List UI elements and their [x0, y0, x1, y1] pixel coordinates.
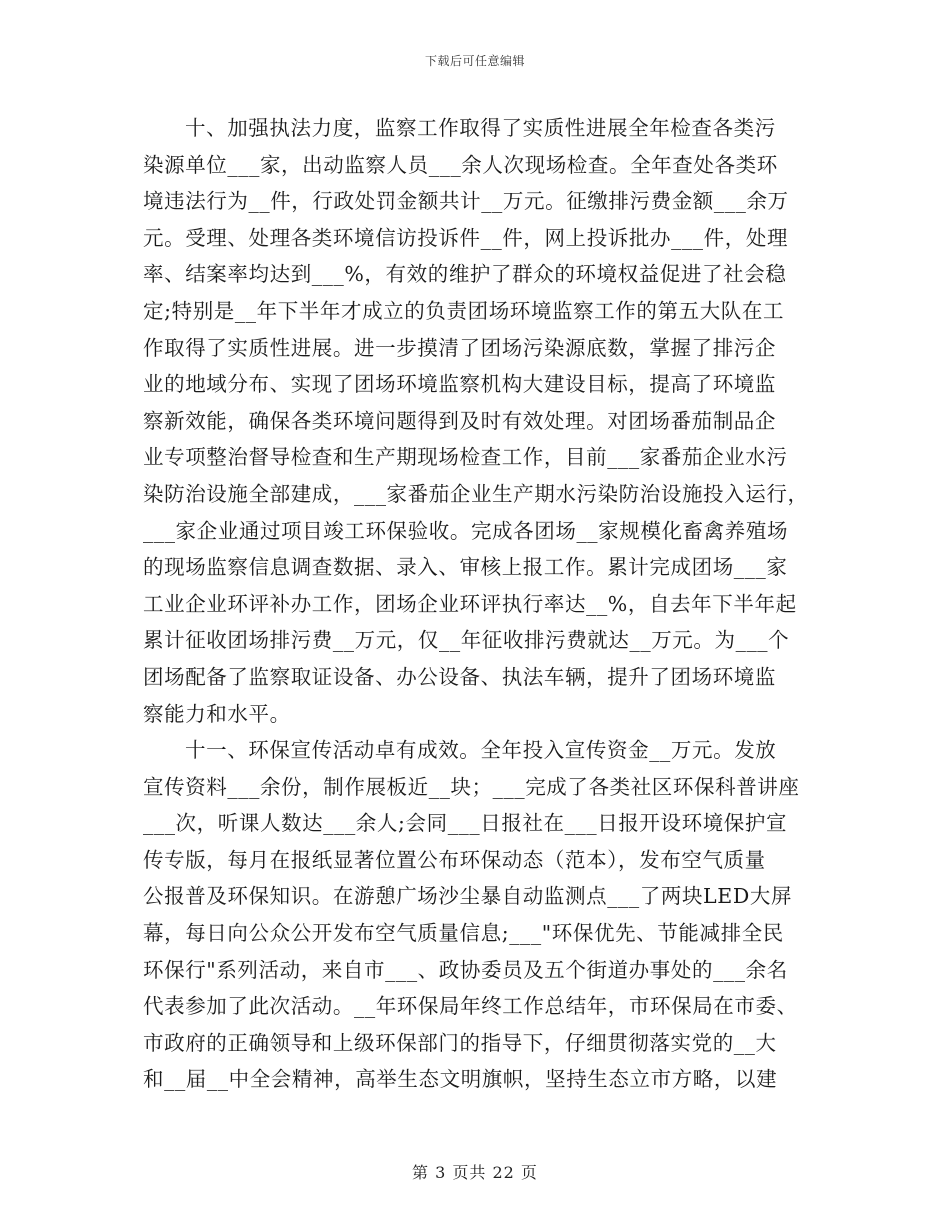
text-line: 率、结案率均达到___%，有效的维护了群众的环境权益促进了社会稳: [143, 262, 787, 287]
document-body: [143, 110, 808, 1098]
text-line: 的现场监察信息调查数据、录入、审核上报工作。累计完成团场___家: [143, 555, 788, 580]
paragraph-11: [143, 732, 808, 1098]
text-line: ___次，听课人数达___余人;会同___日报社在___日报开设环境保护宣: [143, 811, 788, 836]
page-header: 下载后可任意编辑: [424, 54, 525, 68]
text-line: 定;特别是__年下半年才成立的负责团场环境监察工作的第五大队在工: [143, 298, 785, 323]
text-line: 察新效能，确保各类环境问题得到及时有效处理。对团场番茄制品企: [143, 408, 776, 433]
text-line: 传专版，每月在报纸显著位置公布环保动态（范本），发布空气质量: [143, 847, 766, 872]
text-line: 十、加强执法力度，监察工作取得了实质性进展全年检查各类污: [185, 116, 776, 140]
text-line: ___家企业通过项目竣工环保验收。完成各团场__家规模化畜禽养殖场: [143, 518, 789, 543]
text-line: 境违法行为__件，行政处罚金额共计__万元。征缴排污费金额___余万: [143, 189, 789, 214]
text-line: 累计征收团场排污费__万元，仅__年征收排污费就达__万元。为___个: [143, 628, 790, 653]
text-line: 宣传资料___余份，制作展板近__块；___完成了各类社区环保科普讲座: [143, 774, 800, 799]
text-line: 工业企业环评补办工作，团场企业环评执行率达__%，自去年下半年起: [143, 591, 797, 616]
text-line: 察能力和水平。: [143, 701, 291, 726]
text-line: 环保行"系列活动，来自市___、政协委员及五个街道办事处的___余名: [143, 957, 788, 982]
text-line: 代表参加了此次活动。__年环保局年终工作总结年，市环保局在市委、: [143, 994, 798, 1019]
text-line: 团场配备了监察取证设备、办公设备、执法车辆，提升了团场环境监: [143, 664, 776, 689]
text-line: 和__届__中全会精神，高举生态文明旗帜，坚持生态立市方略，以建: [143, 1067, 778, 1092]
text-line: 染源单位___家，出动监察人员___余人次现场检查。全年查处各类环: [143, 152, 778, 177]
text-line: 元。受理、处理各类环境信访投诉件__件，网上投诉批办___件，处理: [143, 225, 789, 250]
text-line: 市政府的正确领导和上级环保部门的指导下，仔细贯彻落实党的__大: [143, 1030, 777, 1055]
text-line: 染防治设施全部建成，___家番茄企业生产期水污染防治设施投入运行，: [143, 481, 809, 506]
text-line: 业专项整治督导检查和生产期现场检查工作，目前___家番茄企业水污: [143, 445, 788, 470]
paragraph-10: [143, 110, 808, 732]
text-line: 公报普及环保知识。在游憩广场沙尘暴自动监测点___了两块LED大屏: [143, 884, 793, 909]
text-line: 业的地域分布、实现了团场环境监察机构大建设目标，提高了环境监: [143, 372, 776, 397]
page-footer: 第 3 页共 22 页: [412, 1163, 538, 1182]
text-line: 十一、环保宣传活动卓有成效。全年投入宣传资金__万元。发放: [185, 738, 777, 763]
text-line: 幕，每日向公众公开发布空气质量信息;___"环保优先、节能减排全民: [143, 921, 784, 946]
text-line: 作取得了实质性进展。进一步摸清了团场污染源底数，掌握了排污企: [143, 335, 776, 360]
